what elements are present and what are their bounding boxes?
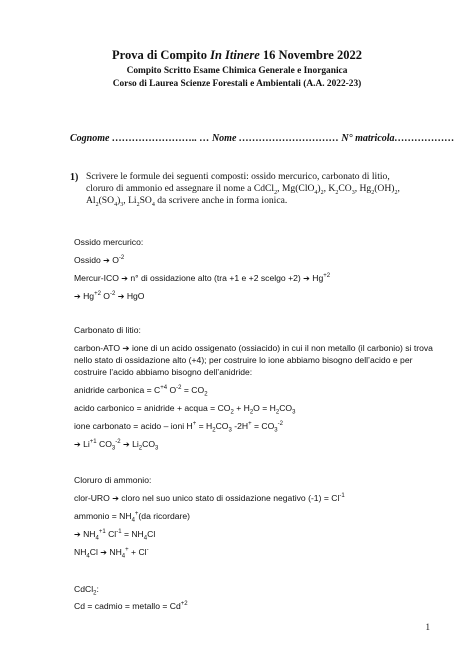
arrow-icon: ➔ bbox=[117, 292, 125, 301]
chloride-line-3: ➔ $NH_4^{+1}$ $Cl^{-1} = NH_4Cl$ bbox=[74, 529, 156, 542]
page-title: Prova di Compito In Itinere 16 Novembre 2022 bbox=[112, 48, 362, 62]
arrow-icon: ➔ bbox=[122, 440, 130, 449]
cdcl2-line-1: Cd = cadmio = metallo = $Cd^{+2}$ bbox=[74, 601, 188, 611]
section-title-chloride: Cloruro di ammonio: bbox=[74, 475, 152, 485]
section-title-carbonate: Carbonato di litio: bbox=[74, 325, 141, 335]
arrow-icon: ➔ bbox=[103, 256, 110, 265]
oxide-line-3: ➔ $Hg^{+2}$ $O^{-2}$ ➔ HgO bbox=[74, 291, 145, 301]
page-number: 1 bbox=[425, 622, 430, 632]
arrow-icon: ➔ bbox=[112, 494, 119, 503]
arrow-icon: ➔ bbox=[74, 530, 81, 539]
arrow-icon: ➔ bbox=[74, 292, 81, 301]
subtitle-exam: Compito Scritto Esame Chimica Generale e Inorganica bbox=[126, 66, 348, 76]
chloride-line-1: clor-URO ➔ cloro nel suo unico stato di ossidazione negativo $(-1) = Cl^{-1}$ bbox=[74, 493, 345, 503]
question-number: 1) bbox=[70, 172, 79, 183]
carbonate-line-3: ione carbonato = acido – ioni $H^+ = H_2CO_3$ $-2H^+ = CO_3^{-2}$ bbox=[74, 421, 283, 434]
section-title-oxide: Ossido mercurico: bbox=[74, 237, 144, 247]
carbonate-line-2: acido carbonico = anidride + acqua = $CO_2 + H_2O = H_2CO_3$ bbox=[74, 403, 296, 416]
chloride-line-2: ammonio = $NH_4^+(da$ ricordare) bbox=[74, 511, 191, 524]
arrow-icon: ➔ bbox=[100, 548, 107, 557]
oxide-line-1: Ossido ➔ $O^{-2}$ bbox=[74, 255, 125, 265]
arrow-icon: ➔ bbox=[74, 440, 81, 449]
arrow-icon: ➔ bbox=[121, 274, 128, 283]
oxide-line-2: Mercur-ICO ➔ n° di ossidazione alto (tra +1 e +2 scelgo +2) ➔ $Hg^{+2}$ bbox=[74, 273, 331, 283]
arrow-icon: ➔ bbox=[303, 274, 310, 283]
student-info-line: Cognome …………………….. … Nome ………………………… N° matricola……………… bbox=[70, 133, 455, 144]
subtitle-course: Corso di Laurea Scienze Forestali e Ambientali (A.A. 2022-23) bbox=[112, 79, 362, 89]
carbonate-line-1: anidride carbonica = $C^{+4}$ $O^{-2} = CO_2$ bbox=[74, 385, 208, 398]
carbonate-paragraph: carbon-ATO ➔ ione di un acido ossigenato (ossiacido) in cui il non metallo (il carbonio) si trova nello stato di ossidazione alto (+4); per costruire lo ione abbiamo bisogno dell’acido e per costruire l’acido abbiamo bisogno dell’anidride: bbox=[74, 343, 433, 377]
question-text: Scrivere le formule dei seguenti composti: ossido mercurico, carbonato di litio, cloruro di ammonio ed assegnare il nome a CdCl$_2$, $Mg(ClO_4)_2$, $K_2CO_3$, $Hg_2(OH)_2$, $Al_2(SO_4)_3$, $Li_2SO_4$ da scrivere anche in forma ionica. bbox=[86, 171, 400, 208]
section-title-cdcl2: CdCl$_2$: bbox=[74, 584, 99, 597]
chloride-line-4: $NH_4Cl$ ➔ $NH_4^+ + Cl^-$ bbox=[74, 547, 149, 560]
carbonate-line-4: ➔ $Li^{+1}$ $CO_3^{-2}$ ➔ $Li_2CO_3$ bbox=[74, 439, 159, 452]
